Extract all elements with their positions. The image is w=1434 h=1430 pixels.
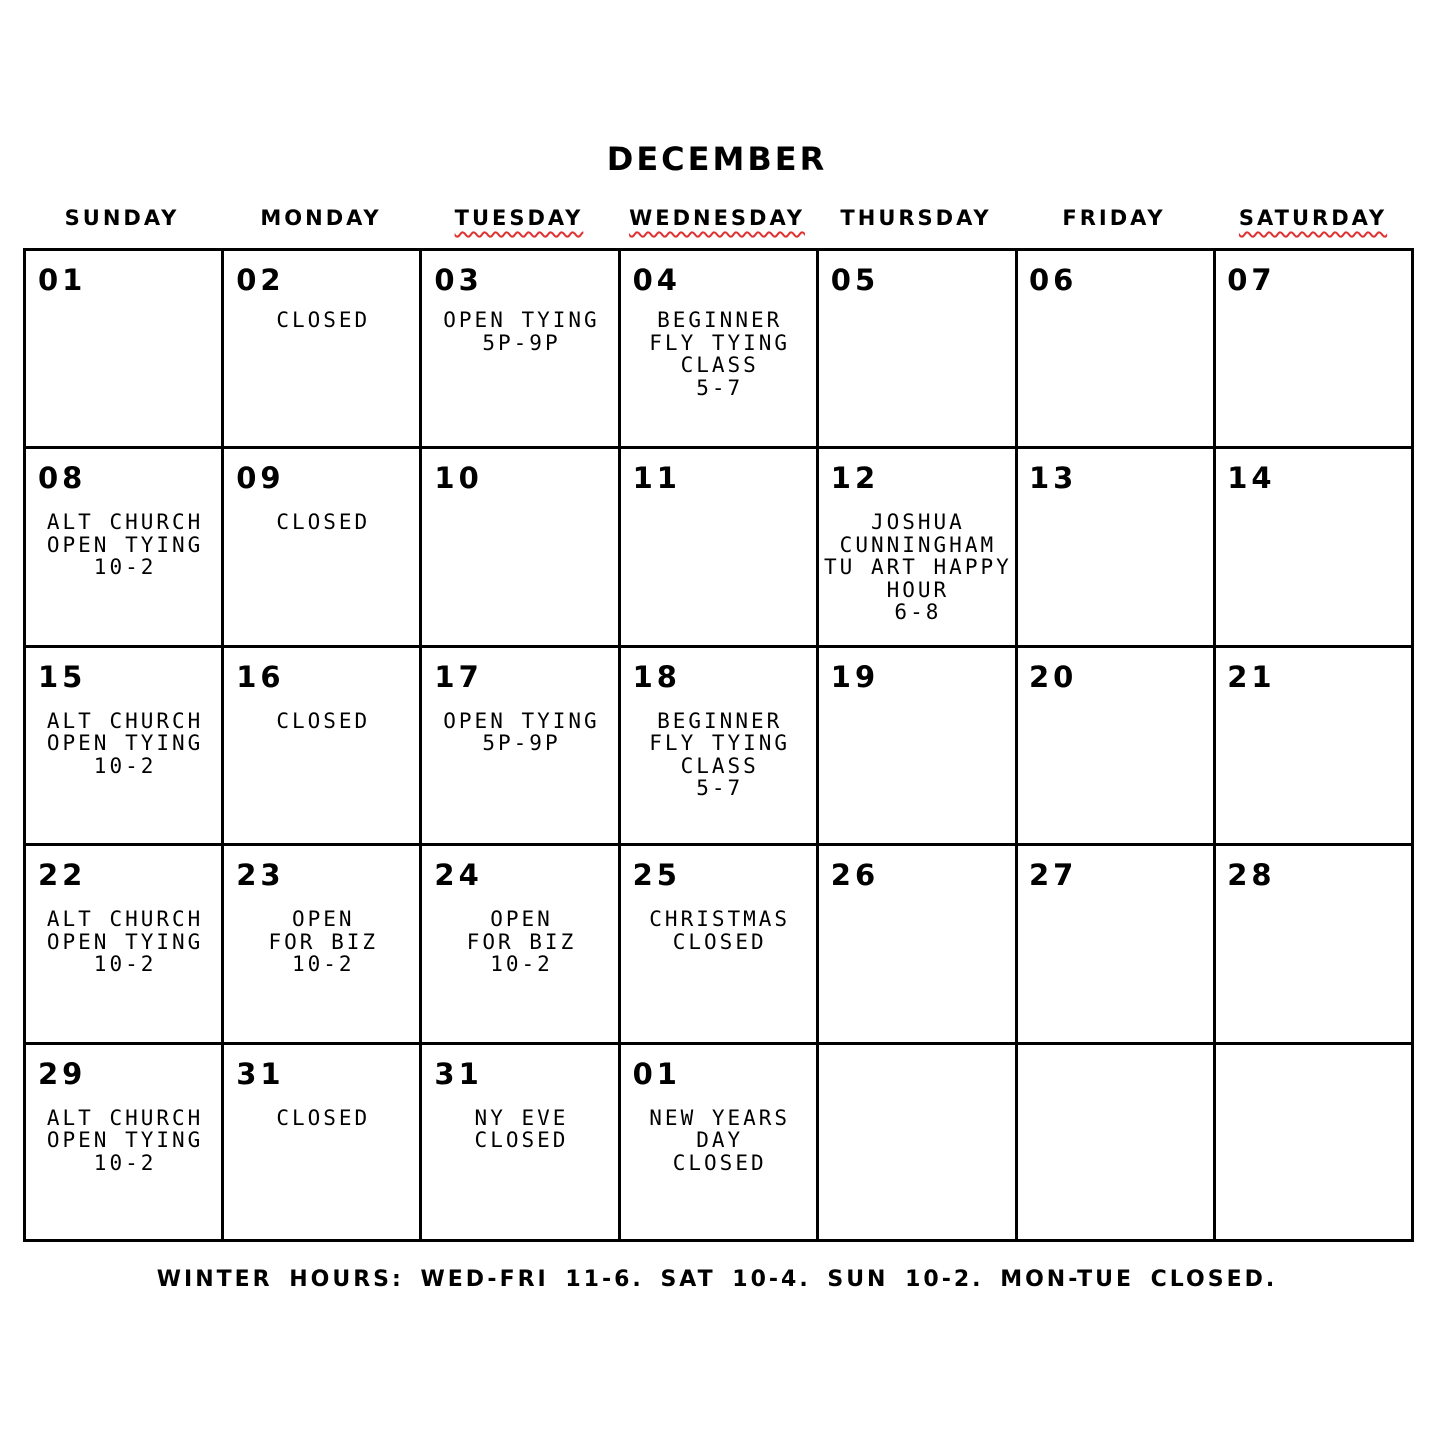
day-number: 25 [632,858,681,893]
day-event: OPEN TYING 5P-9P [443,708,600,756]
day-event: ALT CHURCH OPEN TYING 10-2 [46,907,204,977]
day-event: ALT CHURCH OPEN TYING 10-2 [46,708,204,778]
day-cell [1017,648,1215,846]
day-cell [1215,449,1413,647]
weekday-sunday: SUNDAY [64,206,180,230]
day-number: 29 [38,1056,87,1091]
day-event: NEW YEARS DAY CLOSED [649,1105,791,1175]
day-event: JOSHUA CUNNINGHAM TU ART HAPPY HOUR 6-8 [824,510,1012,625]
weekday-monday: MONDAY [260,206,382,230]
weekday-thursday: THURSDAY [840,206,992,230]
day-cell [224,251,422,449]
day-number: 07 [1227,263,1276,297]
day-event: ALT CHURCH OPEN TYING 10-2 [46,510,204,580]
day-cell [422,449,620,647]
weekday-header-row [23,206,1413,236]
day-cell [26,846,224,1044]
weekday-saturday: SATURDAY [1238,206,1388,230]
day-cell [621,251,819,449]
day-cell [224,846,422,1044]
day-number: 10 [434,461,483,496]
day-cell [621,449,819,647]
day-number: 20 [1029,659,1078,694]
day-number: 16 [236,659,285,694]
day-number: 15 [38,659,87,694]
weekday-friday: FRIDAY [1062,206,1166,230]
month-title: DECEMBER [606,140,828,178]
day-cell [819,449,1017,647]
day-number: 13 [1029,461,1078,496]
day-cell [1215,648,1413,846]
day-number: 04 [632,263,681,297]
day-number: 14 [1227,461,1276,496]
day-cell [422,648,620,846]
day-number: 06 [1029,263,1078,297]
day-number: 02 [236,263,285,297]
day-cell [621,648,819,846]
day-event: CLOSED [276,1105,371,1130]
day-cell [1017,251,1215,449]
weekday-wednesday: WEDNESDAY [629,206,805,230]
day-cell [224,1045,422,1243]
day-cell [1017,1045,1215,1243]
day-cell [819,251,1017,449]
day-event: CLOSED [276,308,371,332]
day-number: 26 [830,858,880,893]
day-event: CLOSED [276,510,371,535]
day-event: OPEN TYING 5P-9P [443,308,600,355]
day-cell [26,1045,224,1243]
day-event: CHRISTMAS CLOSED [649,907,791,954]
day-cell [1017,846,1215,1044]
calendar-grid [23,248,1414,1242]
day-number: 01 [38,263,87,297]
day-number: 23 [236,858,285,893]
day-number: 11 [632,461,681,496]
day-number: 05 [830,263,880,297]
winter-hours-footer: WINTER HOURS: WED-FRI 11-6. SAT 10-4. SUN 10-2. MON-TUE CLOSED. [156,1267,1278,1292]
day-cell [422,1045,620,1243]
day-number: 24 [434,858,483,893]
day-cell [422,251,620,449]
day-number: 22 [38,858,87,893]
day-number: 12 [830,461,880,496]
day-number: 18 [632,659,681,694]
day-cell [1017,449,1215,647]
day-cell [1215,846,1413,1044]
day-cell [224,648,422,846]
day-cell [422,846,620,1044]
day-number: 31 [236,1056,285,1091]
day-number: 01 [632,1056,681,1091]
day-cell [621,846,819,1044]
day-event: CLOSED [276,708,371,733]
day-number: 03 [434,263,483,297]
day-event: BEGINNER FLY TYING CLASS 5-7 [649,708,791,801]
day-event: NY EVE CLOSED [474,1105,569,1153]
day-number: 08 [38,461,87,496]
day-number: 09 [236,461,285,496]
day-cell [1215,1045,1413,1243]
day-number: 31 [434,1056,483,1091]
day-event: OPEN FOR BIZ 10-2 [268,907,379,977]
day-cell [26,648,224,846]
day-cell [26,251,224,449]
day-event: ALT CHURCH OPEN TYING 10-2 [46,1105,204,1175]
day-number: 17 [434,659,483,694]
weekday-tuesday: TUESDAY [454,206,584,230]
day-number: 19 [830,659,880,694]
day-cell [819,846,1017,1044]
day-event: BEGINNER FLY TYING CLASS 5-7 [649,308,791,400]
day-cell [224,449,422,647]
day-number: 27 [1029,858,1078,893]
day-cell [26,449,224,647]
day-event: OPEN FOR BIZ 10-2 [466,907,577,977]
day-number: 28 [1227,858,1276,893]
day-cell [1215,251,1413,449]
day-number: 21 [1227,659,1276,694]
day-cell [819,1045,1017,1243]
day-cell [621,1045,819,1243]
day-cell [819,648,1017,846]
